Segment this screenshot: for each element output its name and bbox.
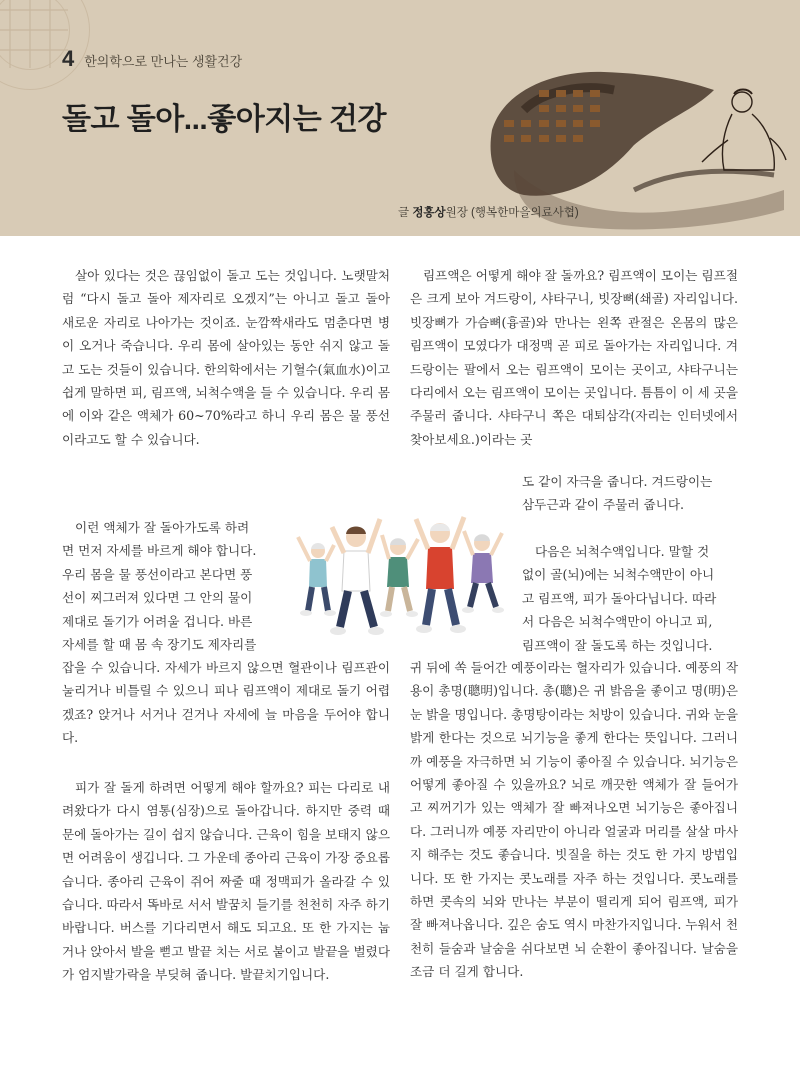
series-number: 4 — [62, 46, 75, 71]
text-line: 이런 액체가 잘 돌아가도록 하려 — [75, 520, 250, 535]
left-paragraph-1: 살아 있다는 것은 끊임없이 돌고 도는 것입니다. 노랫말처럼 “다시 돌고 돌아 제자리로 오겠지”는 아니고 돌고 돌아 새로운 자리로 나아가는 것이죠. 눈깜짝새라도 멈춘다면 병이 오거나 죽습니다. 우리 몸에 살아있는 동안 쉬지 않고 돌고 도는 것들이 있습니다. 한의학에서는 기혈수(氣血水)이고 쉽게 말하면 피, 림프액, 뇌척수액을 들 수 있습니다. 우리 몸에 이와 같은 액체가 60~70%라고 하니 우리 몸은 물 풍선이라고도 할 수 있습니다. — [62, 268, 390, 447]
text-line: 다음은 뇌척수액입니다. 말할 것 — [535, 544, 710, 559]
text-line: 없이 골(뇌)에는 뇌척수액만이 아니 — [522, 567, 715, 583]
author-name: 정홍상 — [412, 207, 446, 219]
left-column-block-3 — [62, 776, 390, 987]
right-paragraph-1-tail — [522, 470, 738, 517]
grandma-green-figure — [380, 535, 418, 617]
page-title: 돌고 돌아...좋아지는 건강 — [62, 103, 386, 136]
grandma-blue-figure — [298, 537, 336, 616]
left-column-block-1 — [62, 264, 390, 451]
text-line: 제대로 돌기가 어려울 겁니다. 바른 — [62, 613, 253, 629]
right-paragraph-2-wrapped — [522, 540, 738, 657]
text-line: 고 림프액, 피가 돌아다닙니다. 따라 — [522, 590, 717, 606]
left-paragraph-3: 피가 잘 돌게 하려면 어떻게 해야 할까요? 피는 다리로 내려왔다가 다시 염통(심장)으로 돌아갑니다. 하지만 중력 때문에 돌아가는 길이 쉽지 않습니다. 근육이 힘을 보태지 않으면 어려움이 생깁니다. 그 가운데 종아리 근육이 가장 중요롭습니다. 종아리 근육이 쥐어 짜줄 때 정맥피가 올라갈 수 있습니다. 따라서 똑바로 서서 발꿈치 들기를 천천히 자주 하기 바랍니다. 버스를 기다리면서 해도 되고요. 또 한 가지는 눕거나 앉아서 발을 뻗고 발끝 치는 서로 붙이고 발끝을 벌렸다가 엄지발가락을 부딪혀 줍니다. 발끝치기입니다. — [62, 780, 391, 983]
series-title: 한의학으로 만나는 생활건강 — [84, 54, 243, 69]
author-credit — [398, 204, 579, 220]
right-column-block-1 — [410, 264, 738, 451]
doctor-figure-icon — [702, 90, 786, 171]
series-label — [62, 46, 242, 72]
text-line: 자세를 할 때 몸 속 장기도 제자리를 — [62, 637, 257, 653]
text-line: 면 먼저 자세를 바르게 해야 합니다. — [62, 543, 257, 559]
author-role: 원장 (행복한마을의료사협) — [445, 207, 579, 219]
right-paragraph-2-rest: 귀 뒤에 쏙 들어간 예풍이라는 혈자리가 있습니다. 예풍의 작용이 총명(聰明)입니다. 총(聰)은 귀 밝음을 좋이고 명(明)은 눈 밝을 명입니다. 총명탕이라는 처방이 있습니다. 귀와 눈을 밝게 한다는 것으로 뇌기능을 좋게 한다는 뜻입니다. 그러니까 예풍을 자극하면 뇌 기능이 좋아질 수 있습니다. 뇌기능은 어떻게 좋아질 수 있을까요? 뇌로 깨끗한 액체가 잘 들어가고 찌꺼기가 있는 액체가 잘 빠져나오면 뇌기능은 좋아집니다. 그러니까 예풍 자리만이 아니라 얼굴과 머리를 살살 마사지 해주는 것도 좋습니다. 빗질을 하는 것도 한 가지 방법입니다. 또 한 가지는 콧노래를 자주 하는 것입니다. 콧노래를 하면 콧속의 뇌와 만나는 부분이 떨리게 되어 림프액, 피가 잘 빠져나옵니다. 깊은 숨도 역시 마찬가지입니다. 누워서 천천히 들숨과 날숨을 쉬다보면 뇌 순환이 좋아집니다. 날숨을 조금 더 길게 합니다. — [410, 660, 739, 980]
right-column-block-2 — [410, 656, 738, 984]
dancing-people-illustration — [292, 507, 514, 645]
left-column-block-2 — [62, 656, 390, 750]
lattice-ornament-icon — [0, 0, 68, 68]
grandpa-white-shirt-figure — [330, 519, 384, 635]
grandma-purple-figure — [462, 531, 504, 613]
text-line: 삼두근과 같이 주물러 줍니다. — [522, 497, 684, 513]
text-line: 서 다음은 뇌척수액만이 아니고 피, — [522, 614, 713, 630]
text-line: 도 같이 자극을 줍니다. 겨드랑이는 — [522, 474, 713, 489]
header-banner — [0, 0, 800, 236]
author-prefix: 글 — [398, 207, 410, 219]
left-paragraph-2-rest: 잡을 수 있습니다. 자세가 바르지 않으면 혈관이나 림프관이 눌리거나 비틀릴 수 있으니 피나 림프액이 제대로 돌기 어렵겠죠? 앉거나 서거나 걷거나 자세에 늘 마음을 두어야 합니다. — [62, 660, 390, 746]
text-line: 우리 몸을 물 풍선이라고 본다면 풍 — [62, 566, 253, 582]
grandpa-red-figure — [416, 517, 466, 633]
left-paragraph-2-wrapped — [62, 516, 284, 656]
text-line: 선이 찌그러져 있다면 그 안의 물이 — [62, 590, 253, 606]
text-line: 림프액이 잘 돌도록 하는 것입니다. — [522, 637, 713, 653]
right-paragraph-1: 림프액은 어떻게 해야 잘 돌까요? 림프액이 모이는 림프절은 크게 보아 겨드랑이, 샤타구니, 빗장뼈(쇄골) 자리입니다. 빗장뼈가 가슴뼈(흉골)와 만나는 왼쪽 관절은 온몸의 많은 림프액이 모였다가 대정맥 곧 피로 돌아가는 자리입니다. 겨드랑이는 팔에서 오는 림프액이 모이는 곳이고, 샤타구니는 다리에서 오는 림프액이 모이는 곳입니다. 틈틈이 이 세 곳을 주물러 줍니다. 샤타구니 쪽은 대퇴삼각(자리는 인터넷에서 찾아보세요.)이라는 곳 — [410, 268, 739, 447]
